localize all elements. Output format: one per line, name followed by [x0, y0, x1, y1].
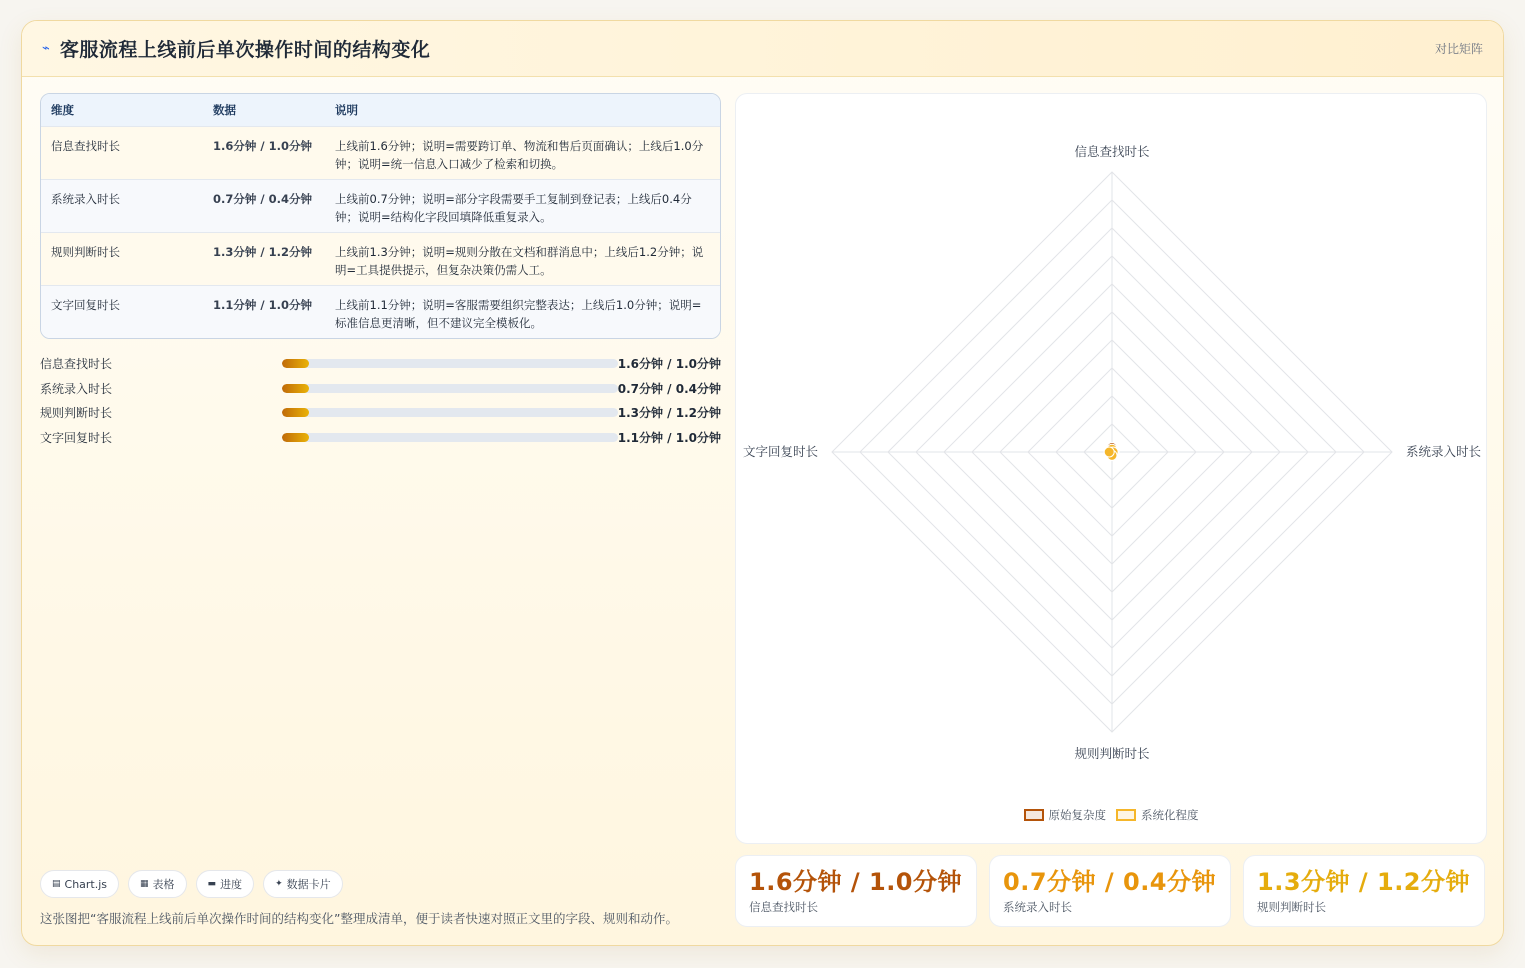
- radar-chart-panel: [735, 93, 1487, 844]
- cell-dimension: 规则判断时长: [51, 244, 120, 259]
- data-point: [1104, 447, 1114, 457]
- cell-data: 1.6分钟 / 1.0分钟: [213, 138, 312, 153]
- main-card: [21, 20, 1504, 946]
- cell-data: 1.1分钟 / 1.0分钟: [213, 297, 312, 312]
- chart-icon: ▤: [52, 879, 61, 889]
- progress-value: 0.7分钟 / 0.4分钟: [617, 381, 721, 396]
- table-header-row: [41, 94, 720, 126]
- axis-label: 信息查找时长: [1074, 145, 1150, 159]
- chip-label: 表格: [152, 878, 175, 891]
- cell-note: 上线前0.7分钟；说明=部分字段需要手工复制到登记表；上线后0.4分钟；说明=结构化字段回填降低重复录入。: [335, 191, 692, 224]
- progress-track: [282, 433, 617, 442]
- legend-label: 系统化程度: [1141, 808, 1199, 822]
- column-header: 维度: [51, 102, 74, 117]
- progress-fill: [282, 384, 309, 393]
- sparkle-icon: ✦: [275, 879, 283, 889]
- table-row: [41, 179, 720, 232]
- cell-note: 上线前1.6分钟；说明=需要跨订单、物流和售后页面确认；上线后1.0分钟；说明=统一信息入口减少了检索和切换。: [335, 138, 704, 171]
- data-table: [40, 93, 721, 339]
- cell-note: 上线前1.1分钟；说明=客服需要组织完整表达；上线后1.0分钟；说明=标准信息更清晰，但不建议完全模板化。: [335, 297, 702, 330]
- stat-card: [735, 855, 977, 927]
- legend-item[interactable]: [1024, 807, 1107, 823]
- stat-value: 1.3分钟 / 1.2分钟: [1257, 868, 1471, 896]
- chip-label: 进度: [220, 878, 243, 891]
- chip-progress[interactable]: [196, 870, 255, 898]
- progress-value: 1.1分钟 / 1.0分钟: [617, 430, 721, 445]
- chip-label: Chart.js: [64, 877, 108, 891]
- progress-label: 系统录入时长: [40, 381, 113, 396]
- footnote: 这张图把“客服流程上线前后单次操作时间的结构变化”整理成清单，便于读者快速对照正文里的字段、规则和动作。: [40, 911, 678, 926]
- chart-line-icon: ⌁: [42, 41, 50, 56]
- progress-value: 1.6分钟 / 1.0分钟: [617, 356, 721, 371]
- page-title: 客服流程上线前后单次操作时间的结构变化: [59, 39, 431, 61]
- axis-label: 文字回复时长: [742, 445, 818, 459]
- legend-label: 原始复杂度: [1048, 808, 1106, 822]
- chart-legend: [736, 807, 1486, 823]
- cell-data: 0.7分钟 / 0.4分钟: [213, 191, 312, 206]
- progress-row: [40, 425, 721, 450]
- progress-track: [282, 384, 617, 393]
- table-row: [41, 126, 720, 179]
- cell-note: 上线前1.3分钟；说明=规则分散在文档和群消息中；上线后1.2分钟；说明=工具提供提示，但复杂决策仍需人工。: [335, 244, 704, 277]
- stat-label: 系统录入时长: [1003, 900, 1072, 914]
- progress-fill: [282, 408, 309, 417]
- cell-dimension: 文字回复时长: [51, 297, 120, 312]
- column-header: 说明: [335, 102, 358, 117]
- progress-label: 规则判断时长: [40, 406, 113, 421]
- table-row: [41, 232, 720, 285]
- chip-chartjs[interactable]: [40, 870, 119, 898]
- card-header: [22, 21, 1503, 77]
- column-header: 数据: [213, 102, 236, 117]
- axis-label: 系统录入时长: [1406, 445, 1482, 459]
- progress-row: [40, 400, 721, 425]
- progress-fill: [282, 359, 309, 368]
- progress-row: [40, 351, 721, 376]
- legend-item[interactable]: [1116, 807, 1199, 823]
- radar-chart: [736, 94, 1488, 794]
- progress-track: [282, 359, 617, 368]
- cell-dimension: 系统录入时长: [51, 191, 120, 206]
- stat-card: [989, 855, 1231, 927]
- progress-track: [282, 408, 617, 417]
- progress-row: [40, 376, 721, 401]
- stat-label: 规则判断时长: [1257, 900, 1326, 914]
- feature-chips: [40, 870, 343, 898]
- progress-fill: [282, 433, 309, 442]
- progress-list: [40, 351, 721, 450]
- axis-label: 规则判断时长: [1074, 747, 1150, 761]
- progress-value: 1.3分钟 / 1.2分钟: [617, 406, 721, 421]
- stat-value: 1.6分钟 / 1.0分钟: [749, 868, 963, 896]
- chip-table[interactable]: [128, 870, 187, 898]
- cell-dimension: 信息查找时长: [51, 138, 120, 153]
- cell-data: 1.3分钟 / 1.2分钟: [213, 244, 312, 259]
- chip-data-cards[interactable]: [263, 870, 343, 898]
- stat-label: 信息查找时长: [749, 900, 818, 914]
- stat-card: [1243, 855, 1485, 927]
- view-tag: 对比矩阵: [1434, 42, 1483, 56]
- progress-label: 信息查找时长: [40, 356, 113, 371]
- table-row: [41, 285, 720, 338]
- legend-swatch: [1116, 809, 1136, 821]
- legend-swatch: [1024, 809, 1044, 821]
- table-icon: ▦: [140, 879, 149, 889]
- chip-label: 数据卡片: [286, 878, 331, 891]
- progress-label: 文字回复时长: [40, 430, 113, 445]
- stat-value: 0.7分钟 / 0.4分钟: [1003, 868, 1217, 896]
- progress-icon: ▬: [207, 879, 217, 889]
